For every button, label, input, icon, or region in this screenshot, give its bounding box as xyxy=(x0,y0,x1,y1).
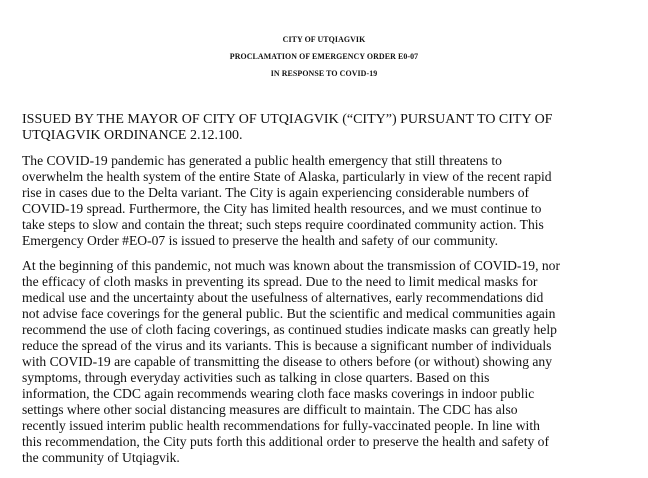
subtitle-covid: IN RESPONSE TO COVID-19 xyxy=(270,69,378,78)
paragraph-line: recommend the use of cloth facing coverings, as continued studies indicate masks can greatly help xyxy=(22,322,557,337)
paragraph-line: symptoms, through everyday activities such as talking in close quarters. Based on this xyxy=(22,370,490,385)
issued-line: ISSUED BY THE MAYOR OF CITY OF UTQIAGVIK (“CITY”) PURSUANT TO CITY OF xyxy=(22,112,553,127)
paragraph-line: the community of Utqiagvik. xyxy=(22,450,180,465)
paragraph-line: the efficacy of cloth masks in preventing its spread. Due to the need to limit medical masks for xyxy=(22,274,538,289)
city-title: CITY OF UTQIAGVIK xyxy=(282,35,366,44)
paragraph-line: medical use and the uncertainty about the usefulness of alternatives, early recommendations did xyxy=(22,290,544,305)
paragraph-line: Emergency Order #EO-07 is issued to preserve the health and safety of our community. xyxy=(22,233,499,248)
paragraph-line: overwhelm the health system of the entire State of Alaska, particularly in view of the recent rapid xyxy=(22,169,552,184)
issued-line: UTQIAGVIK ORDINANCE 2.12.100. xyxy=(22,128,243,143)
paragraph-line: not advise face coverings for the general public. But the scientific and medical communities again xyxy=(22,306,556,321)
paragraph-line: settings where other social distancing measures are difficult to maintain. The CDC has also xyxy=(22,402,518,417)
paragraph-line: information, the CDC again recommends wearing cloth face masks coverings in indoor public xyxy=(22,386,535,401)
paragraph-line: COVID-19 spread. Furthermore, the City has limited health resources, and we must continue to xyxy=(22,201,542,216)
paragraph-line: recently issued interim public health recommendations for fully-vaccinated people. In line with xyxy=(22,418,540,433)
paragraph-line: reduce the spread of the virus and its variants. This is because a significant number of individuals xyxy=(22,338,552,353)
paragraph-line: with COVID-19 are capable of transmitting the disease to others before (or without) showing any xyxy=(22,354,553,369)
paragraph-line: The COVID-19 pandemic has generated a public health emergency that still threatens to xyxy=(22,153,502,168)
paragraph-line: At the beginning of this pandemic, not much was known about the transmission of COVID-19, nor xyxy=(22,258,561,273)
proclamation-title: PROCLAMATION OF EMERGENCY ORDER E0-07 xyxy=(229,52,419,61)
paragraph-line: take steps to slow and contain the threat; such steps require coordinated community action. This xyxy=(22,217,544,232)
paragraph-line: this recommendation, the City puts forth this additional order to preserve the health and safety of xyxy=(22,434,549,449)
paragraph-line: rise in cases due to the Delta variant. The City is again experiencing considerable numbers of xyxy=(22,185,530,200)
